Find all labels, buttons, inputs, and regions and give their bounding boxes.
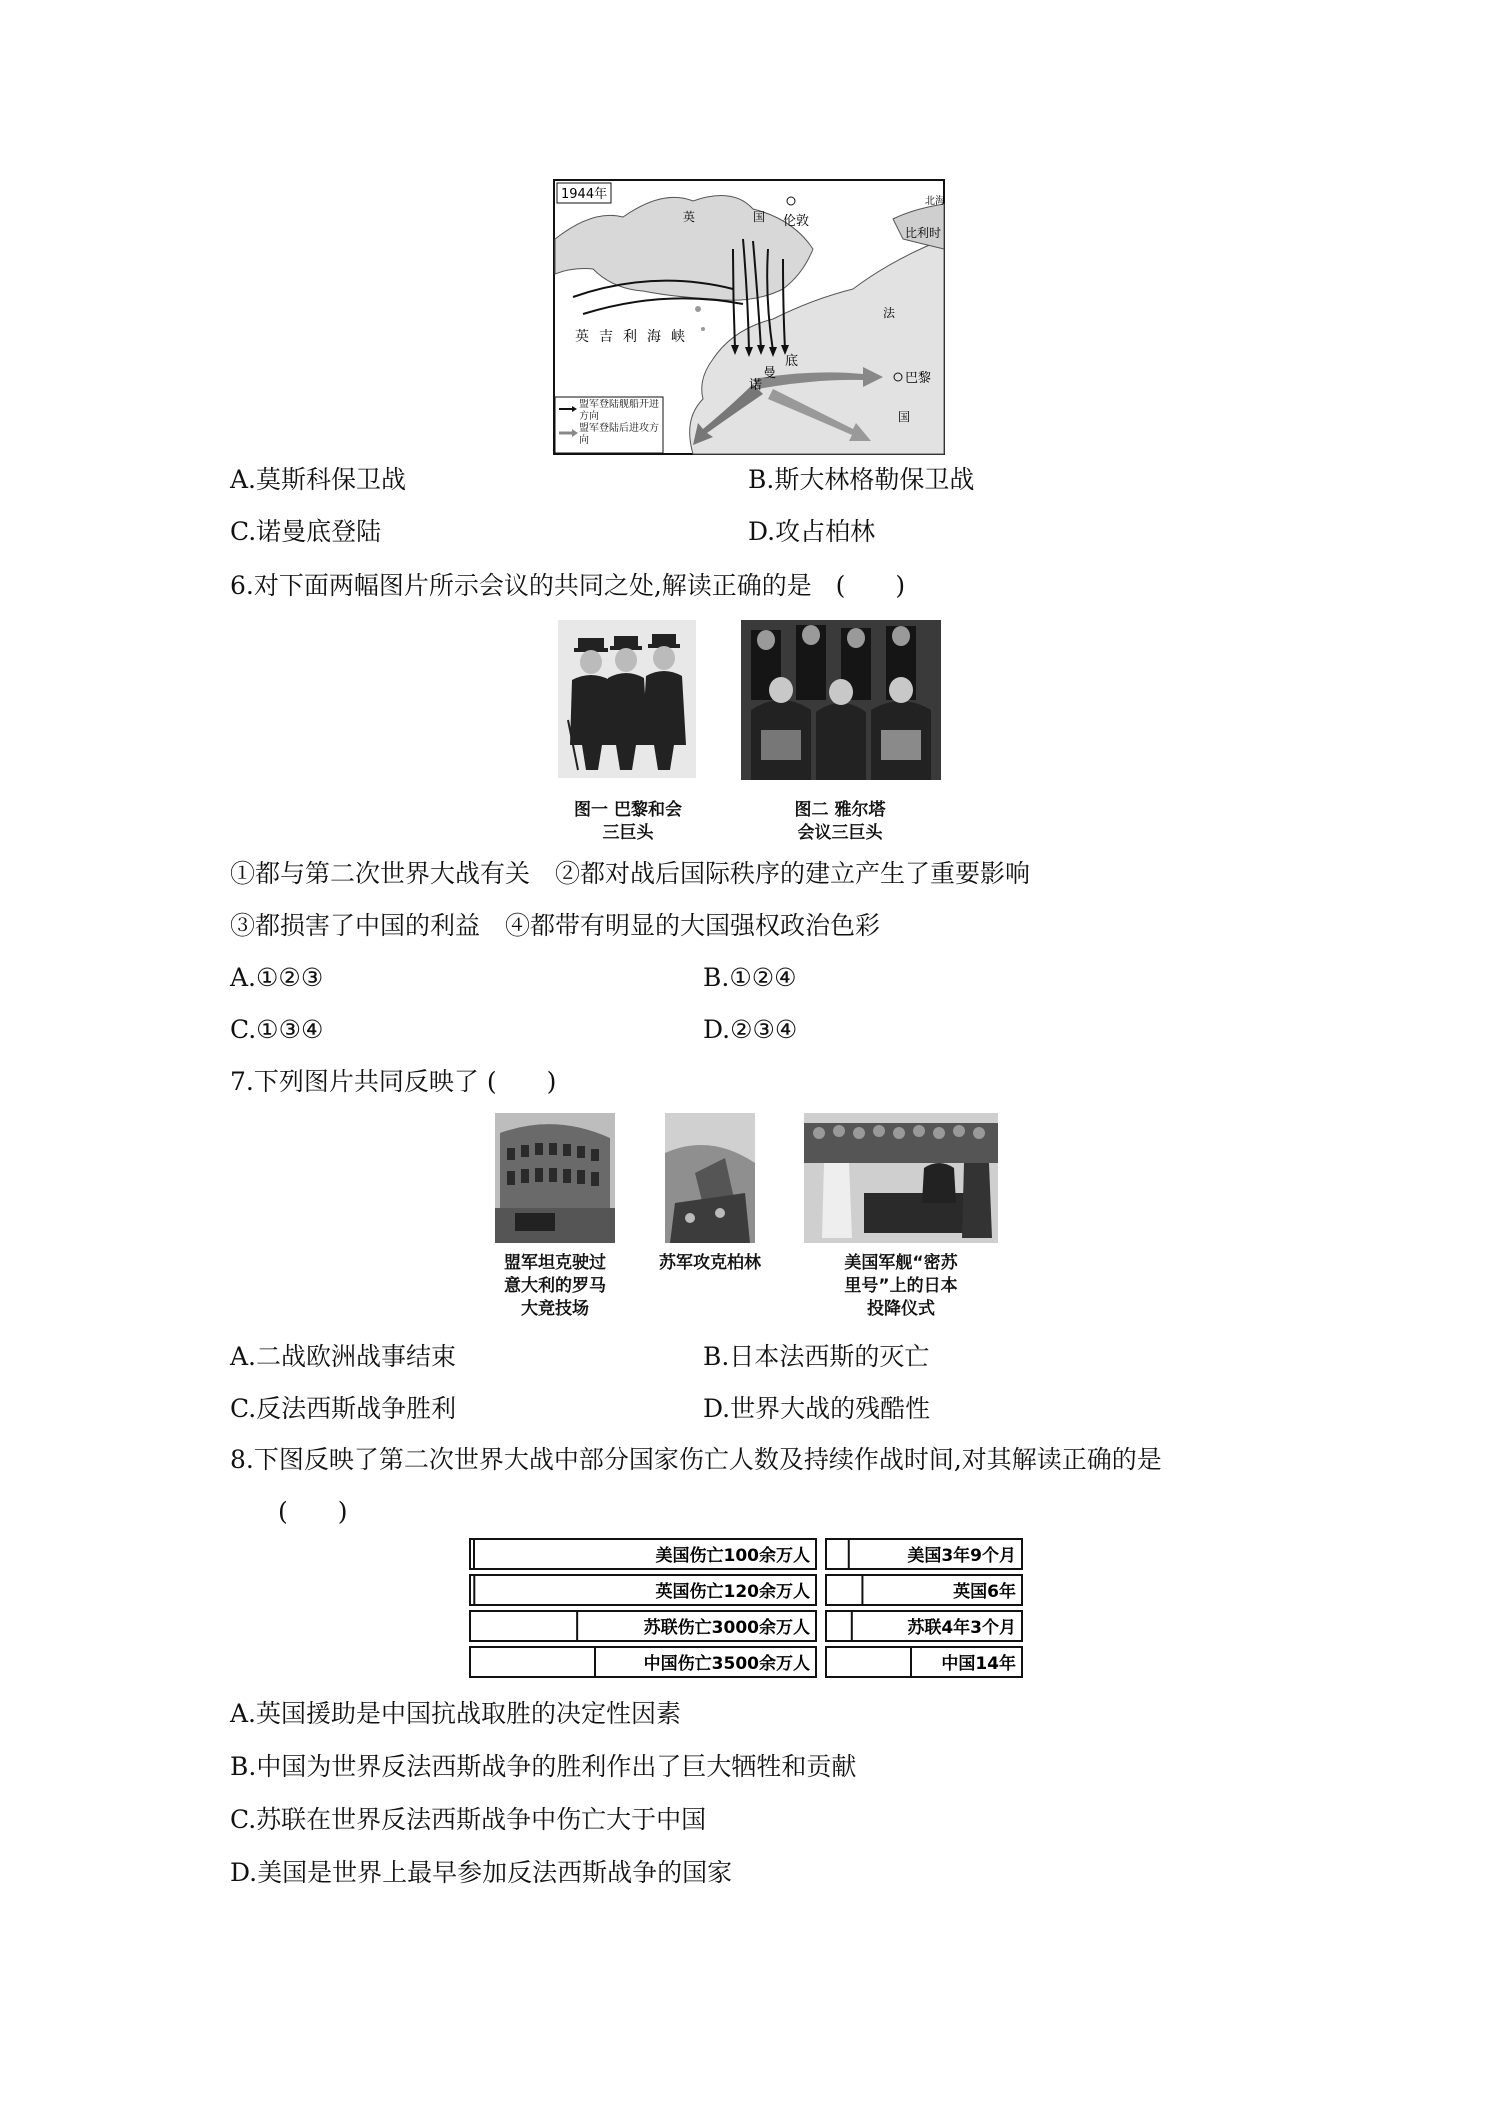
casualty-bar — [470, 1575, 474, 1605]
q8-chart — [468, 1535, 1028, 1681]
q7-cap1-line3: 大竞技场 — [521, 1299, 589, 1319]
q6-option-c: C.①③④ — [230, 1015, 324, 1044]
q6-fig1-caption — [548, 799, 708, 845]
q7-stem — [230, 1065, 556, 1099]
q8-chart-svg — [468, 1535, 1028, 1681]
q6-fig2-caption — [760, 799, 920, 845]
q7-cap3-line1: 美国军舰“密苏 — [844, 1253, 958, 1273]
q6-fig1-caption-line2: 三巨头 — [602, 823, 654, 843]
duration-label: 美国3年9个月 — [907, 1546, 1016, 1566]
q8-option-d: D.美国是世界上最早参加反法西斯战争的国家 — [230, 1858, 733, 1887]
q7-option-b: B.日本法西斯的灭亡 — [703, 1342, 930, 1371]
duration-label: 英国6年 — [953, 1582, 1016, 1602]
q7-cap2 — [630, 1252, 790, 1275]
q7-cap1-line1: 盟军坦克驶过 — [504, 1253, 606, 1273]
map-label-di: 底 — [785, 354, 799, 369]
q8-stem: 8.下图反映了第二次世界大战中部分国家伤亡人数及持续作战时间,对其解读正确的是 — [230, 1445, 1162, 1474]
q6-stem — [230, 569, 905, 603]
q7-cap2-line1: 苏军攻克柏林 — [659, 1253, 761, 1273]
q5-option-b: B.斯大林格勒保卫战 — [748, 465, 975, 494]
casualty-label: 中国伤亡3500余万人 — [643, 1654, 810, 1674]
rome-colosseum-photo — [495, 1113, 615, 1243]
q6-statement-2: ③都损害了中国的利益 ④都带有明显的大国强权政治色彩 — [230, 911, 881, 940]
q7-stem-text: 7.下列图片共同反映了 — [230, 1067, 479, 1096]
map-legend-item1: 盟军登陆舰船开进方向 — [579, 399, 659, 422]
q7-cap3 — [815, 1252, 987, 1321]
q6-statement-1: ①都与第二次世界大战有关 ②都对战后国际秩序的建立产生了重要影响 — [230, 859, 1031, 888]
paris-conference-photo — [558, 620, 696, 778]
q7-cap1 — [475, 1252, 635, 1321]
q7-option-c: C.反法西斯战争胜利 — [230, 1394, 457, 1423]
map-label-belgium: 比利时 — [905, 226, 942, 240]
q8-option-b: B.中国为世界反法西斯战争的胜利作出了巨大牺牲和贡献 — [230, 1752, 857, 1781]
map-label-fa-guo: 国 — [898, 410, 911, 424]
duration-bar — [826, 1575, 862, 1605]
q8-blank: ( ) — [278, 1497, 348, 1526]
map-year: 1944年 — [561, 187, 608, 202]
q5-option-c: C.诺曼底登陆 — [230, 517, 382, 546]
q6-fig1-caption-line1: 图一 巴黎和会 — [574, 800, 682, 820]
normandy-map-svg — [553, 179, 945, 455]
map-label-london: 伦敦 — [783, 214, 810, 229]
duration-bar — [826, 1539, 849, 1569]
duration-bar — [826, 1611, 852, 1641]
map-label-ying: 英 — [683, 210, 696, 224]
q7-cap1-line2: 意大利的罗马 — [504, 1276, 606, 1296]
duration-label: 中国14年 — [941, 1654, 1016, 1674]
casualty-bar — [470, 1647, 595, 1677]
map-legend-item2: 盟军登陆后进攻方向 — [579, 423, 659, 446]
map-label-channel: 英吉利海峡 — [575, 329, 695, 345]
casualty-bar — [470, 1611, 577, 1641]
q6-fig2-caption-line2: 会议三巨头 — [797, 823, 883, 843]
q7-option-d: D.世界大战的残酷性 — [703, 1394, 931, 1423]
q7-cap3-line2: 里号”上的日本 — [844, 1276, 958, 1296]
casualty-label: 苏联伤亡3000余万人 — [643, 1618, 810, 1638]
duration-label: 苏联4年3个月 — [907, 1618, 1016, 1638]
q5-option-a: A.莫斯科保卫战 — [230, 465, 407, 494]
q7-blank: ( ) — [486, 1067, 557, 1096]
casualty-label: 美国伤亡100余万人 — [655, 1546, 810, 1566]
casualty-label: 英国伤亡120余万人 — [655, 1582, 810, 1602]
q6-blank: ( ) — [835, 571, 906, 600]
map-label-fa: 法 — [883, 306, 896, 320]
casualty-bar — [470, 1539, 474, 1569]
q6-option-b: B.①②④ — [703, 963, 797, 992]
q7-cap3-line3: 投降仪式 — [867, 1299, 935, 1319]
q6-option-a: A.①②③ — [230, 963, 324, 992]
q7-option-a: A.二战欧洲战事结束 — [230, 1342, 457, 1371]
berlin-capture-photo — [665, 1113, 755, 1243]
normandy-map — [553, 179, 945, 455]
map-label-guo: 国 — [753, 210, 766, 224]
q6-stem-text: 6.对下面两幅图片所示会议的共同之处,解读正确的是 — [230, 571, 812, 600]
map-label-paris: 巴黎 — [905, 371, 932, 386]
missouri-surrender-photo — [804, 1113, 998, 1243]
q6-fig2-caption-line1: 图二 雅尔塔 — [794, 800, 886, 820]
q5-option-d: D.攻占柏林 — [748, 517, 876, 546]
q8-option-a: A.英国援助是中国抗战取胜的决定性因素 — [230, 1699, 682, 1728]
map-label-nuo: 诺 — [749, 378, 763, 393]
map-label-man: 曼 — [763, 366, 777, 381]
q6-option-d: D.②③④ — [703, 1015, 798, 1044]
q8-option-c: C.苏联在世界反法西斯战争中伤亡大于中国 — [230, 1805, 707, 1834]
duration-bar — [826, 1647, 911, 1677]
yalta-conference-photo — [741, 620, 941, 780]
map-label-north-sea: 北海 — [925, 196, 945, 207]
